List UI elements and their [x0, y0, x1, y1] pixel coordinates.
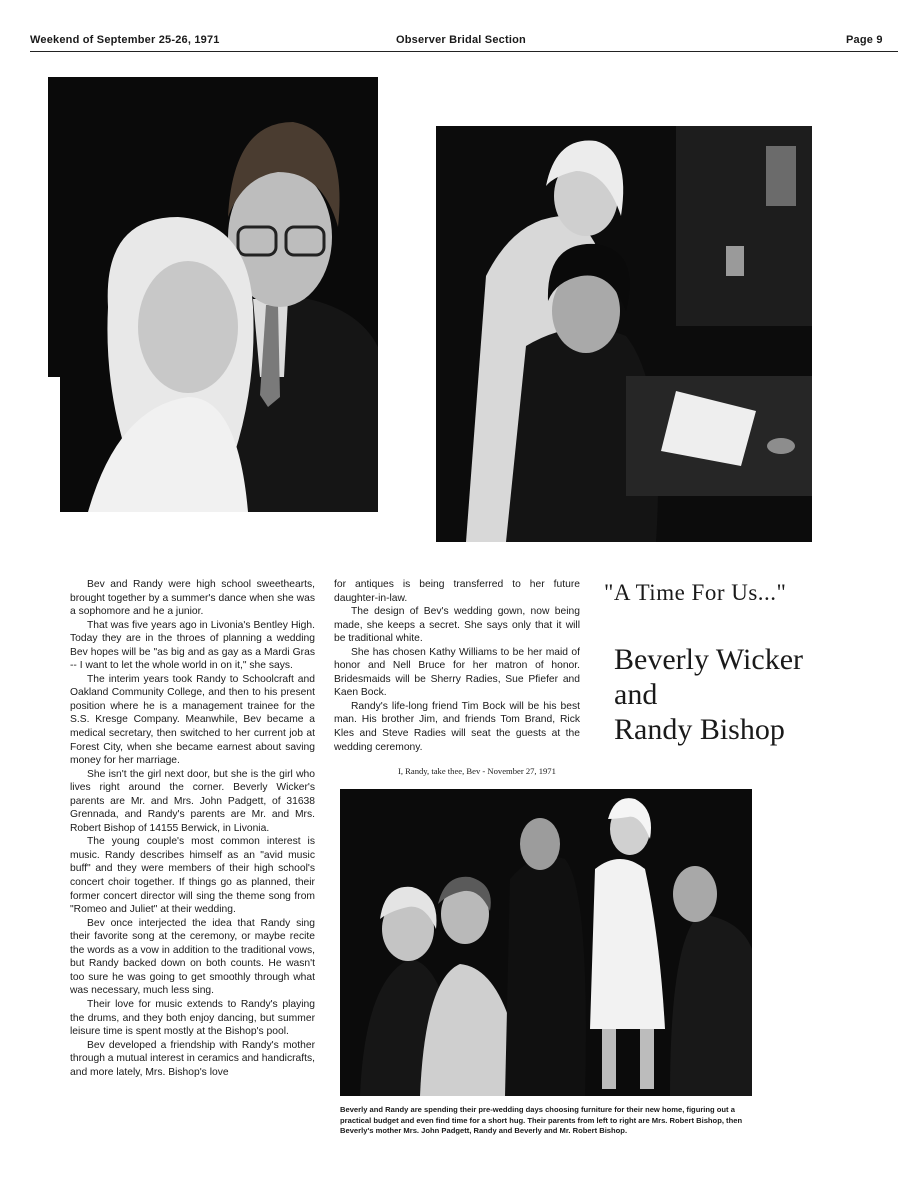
article-paragraph: Randy's life-long friend Tim Bock will be his best man. His brother Jim, and friends Tom Brand, Rick Kles and Steve Radies will seat the guests at the wedding ceremony. — [334, 700, 580, 753]
page-number: Page 9 — [846, 34, 883, 46]
couple-portrait-photo — [48, 77, 378, 512]
article-paragraph: The design of Bev's wedding gown, now being made, she keeps a secret. She says only that it will be traditional white. — [334, 606, 580, 645]
bride-name: Beverly Wicker — [614, 643, 803, 676]
headline-connector: and — [614, 678, 658, 711]
article-paragraph: The interim years took Randy to Schoolcraft and Oakland Community College, and then to his present position where he is a management trainee for the S.S. Kresge Company. Meanwhile, Bev became a medical secretary, then switched to her current job at Forest City, when she became earnest about saving money for her marriage. — [70, 673, 315, 767]
byline: I, Randy, take thee, Bev - November 27, 1971 — [398, 766, 556, 776]
motto-headline: "A Time For Us..." — [604, 580, 787, 605]
photo-caption: Beverly and Randy are spending their pre-wedding days choosing furniture for their new home, figuring out a practical budget and even find time for a short hug. Their parents from left to right are Mrs. Robert Bishop, then Beverly's mother Mrs. John Padgett, Randy and Beverly and Mr. Robert Bishop. — [340, 1105, 743, 1136]
article-column-1 — [70, 578, 315, 1079]
article-paragraph: Their love for music extends to Randy's playing the drums, and they both enjoy dancing, but summer leisure time is spent mostly at the Bishop's pool. — [70, 998, 315, 1038]
article-paragraph: The young couple's most common interest is music. Randy describes himself as an "avid music buff" and they were members of their high school's concert choir together. If things go as planned, their former concert director will sing the theme song from "Romeo and Juliet" at their wedding. — [70, 836, 315, 916]
names-headline — [614, 642, 904, 747]
family-group-photo — [340, 789, 752, 1096]
desk-photo — [436, 126, 812, 542]
article-paragraph: Bev and Randy were high school sweethearts, brought together by a summer's dance when she was a sophomore and he a junior. — [70, 579, 315, 618]
article-paragraph: Bev once interjected the idea that Randy sing their favorite song at the ceremony, or maybe recite the words as a vow in addition to the traditional vows, but Randy backed down on both counts. He wasn't too sure he was going to get smoothly through what was necessary, much less sing. — [70, 917, 315, 997]
article-paragraph: She isn't the girl next door, but she is the girl who lives right around the corner. Beverly Wicker's parents are Mr. and Mrs. John Padgett, of 31638 Grennada, and Randy's parents are Mr. and Mrs. Robert Bishop of 14155 Berwick, in Livonia. — [70, 768, 315, 834]
article-column-2 — [334, 578, 580, 754]
header-rule — [30, 51, 898, 52]
article-paragraph: That was five years ago in Livonia's Bentley High. Today they are in the throes of planning a wedding Bev hopes will be "as big and as gay as a Mardi Gras -- I want to let the whole world in on it," she says. — [70, 619, 315, 672]
issue-date: Weekend of September 25-26, 1971 — [30, 34, 220, 46]
section-title: Observer Bridal Section — [396, 34, 526, 46]
article-paragraph: She has chosen Kathy Williams to be her maid of honor and Nell Bruce for her matron of honor. Bridesmaids will be Sherry Radies, Sue Pfiefer and Kaen Bock. — [334, 646, 580, 699]
article-paragraph: for antiques is being transferred to her future daughter-in-law. — [334, 579, 580, 604]
article-paragraph: Bev developed a friendship with Randy's mother through a mutual interest in ceramics and handicrafts, and more lately, Mrs. Bishop's love — [70, 1039, 315, 1078]
groom-name: Randy Bishop — [614, 713, 785, 746]
